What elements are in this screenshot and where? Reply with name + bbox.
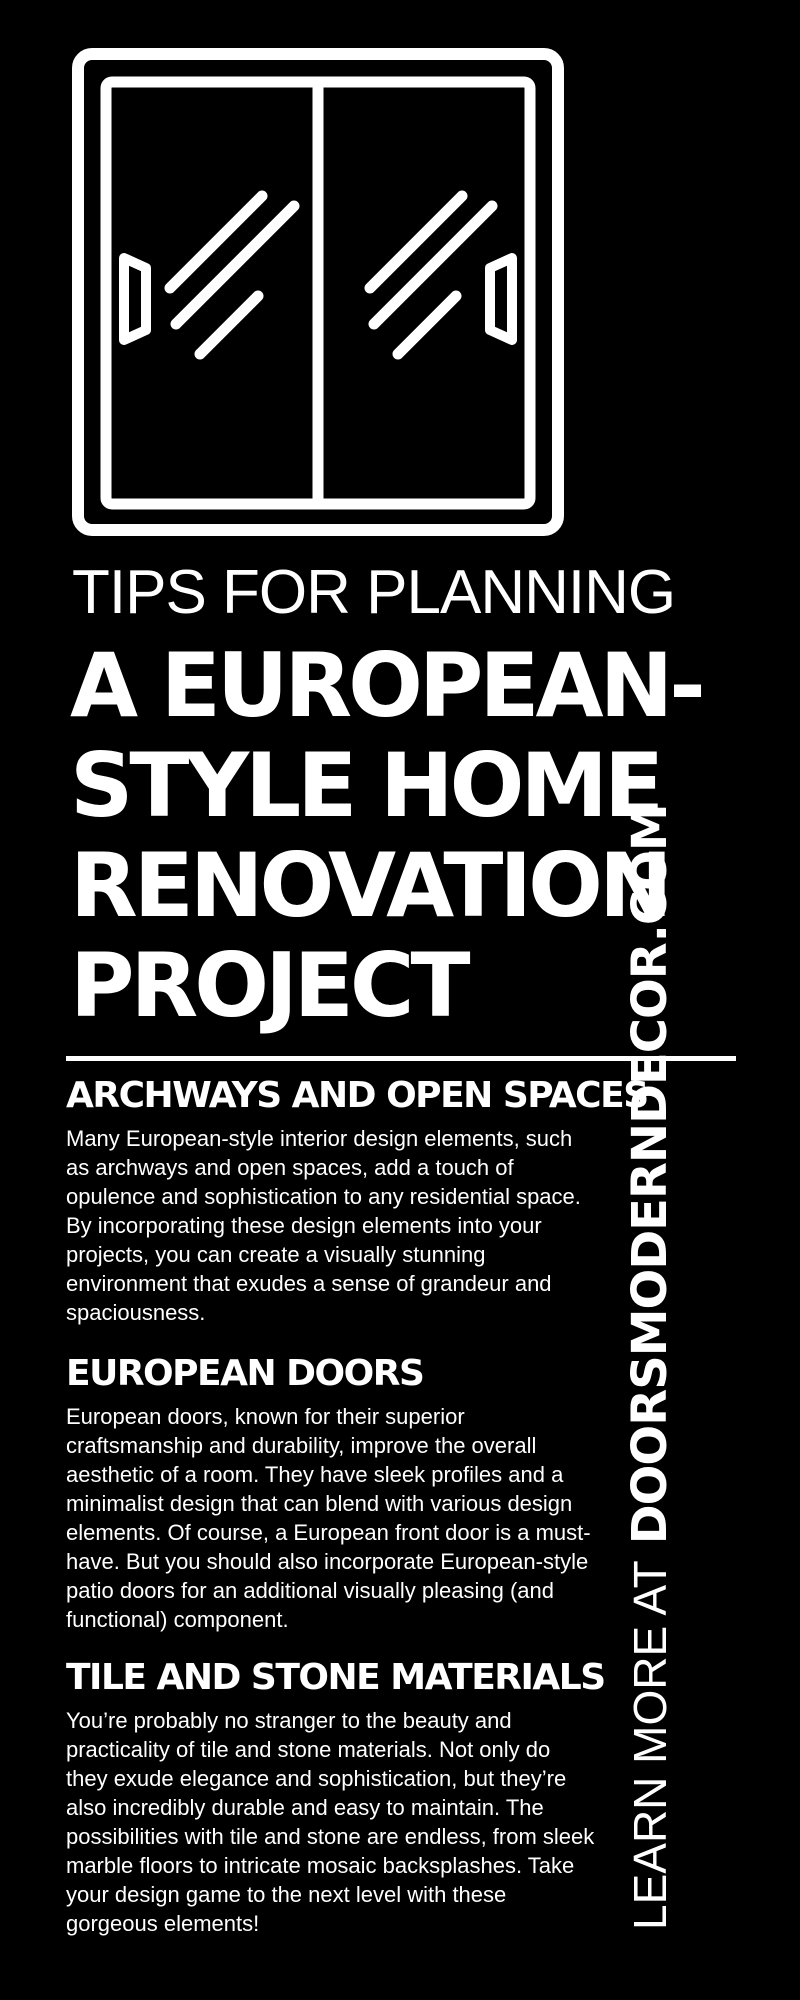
sliding-glass-door-icon	[72, 48, 564, 536]
section-archways	[66, 1074, 648, 1327]
section-heading: ARCHWAYS AND OPEN SPACES	[66, 1075, 648, 1116]
page-title-line: A EUROPEAN-	[70, 634, 702, 737]
learn-more-label: LEARN MORE AT	[624, 1560, 676, 1930]
section-body: European doors, known for their superior craftsmanship and durability, improve the overall aesthetic of a room. They have sleek profiles and a minimalist design that can blend with various design elements. Of course, a European front door is a must-have. But you should also incorporate European-style patio doors for an additional visually pleasing (and functional) component.	[66, 1404, 591, 1632]
website-link[interactable]: DOORSMODERNDECOR.COM	[622, 804, 678, 1545]
section-body: You’re probably no stranger to the beauty and practicality of tile and stone materials. Not only do they exude elegance and sophistication, but they’re also incredibly durable and easy to maintain. The possibilities with tile and stone are endless, from sleek marble floors to intricate mosaic backsplashes. Take your design game to the next level with these gorgeous elements!	[66, 1708, 595, 1936]
section-body: Many European-style interior design elements, such as archways and open spaces, add a touch of opulence and sophistication to any residential space. By incorporating these design elements into your projects, you can create a visually stunning environment that exudes a sense of grandeur and spaciousness.	[66, 1126, 581, 1325]
headline-kicker: TIPS FOR PLANNING	[72, 558, 676, 627]
section-european-doors	[66, 1352, 596, 1634]
section-heading: TILE AND STONE MATERIALS	[66, 1657, 605, 1698]
learn-more-banner	[622, 804, 678, 1930]
page-title-line: STYLE HOME	[70, 734, 661, 837]
section-tile-stone	[66, 1656, 605, 1938]
page-title-line: PROJECT	[70, 934, 467, 1037]
page-title-line: RENOVATION	[70, 834, 669, 937]
section-heading: EUROPEAN DOORS	[66, 1353, 424, 1394]
